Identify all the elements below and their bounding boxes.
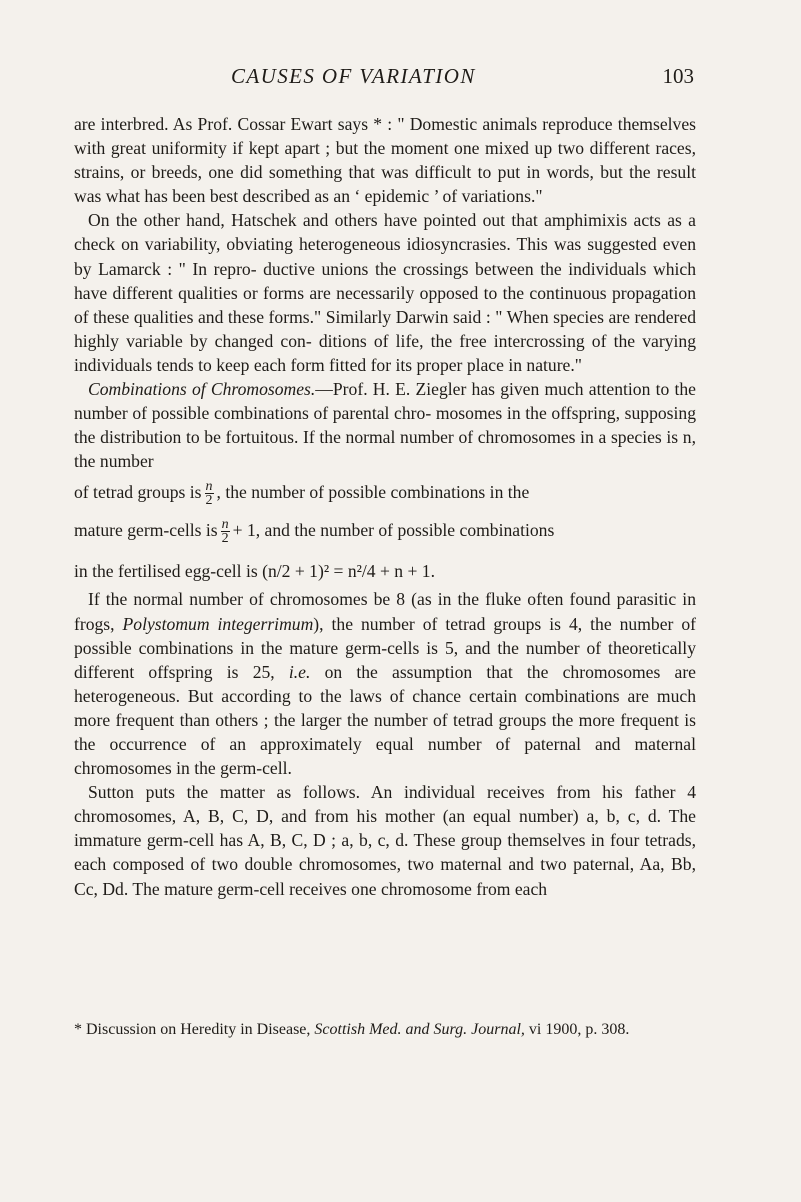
ie-abbrev: i.e. bbox=[288, 661, 311, 682]
running-title: CAUSES OF VARIATION bbox=[231, 64, 476, 88]
paragraph-ewart: are interbred. As Prof. Cossar Ewart says * : " Domestic animals reproduce themselves with great uniformity if kept apart ; but the moment one mixed up two different races, strains, or breeds, one did something that was difficult to put in words, but the result was what has been best described as an ‘ epidemic ’ of variations." bbox=[74, 114, 696, 207]
species-name: Polystomum integerrimum bbox=[122, 613, 314, 634]
ziegler-text: —Prof. H. E. Ziegler has given much attention to the number of possible combinations of parental chro- mosomes in the offspring, supposing the distribution to be fortuitous. If the normal number of chromosomes in a species is n, the number bbox=[74, 379, 696, 472]
formula-tetrad-groups bbox=[74, 473, 696, 511]
footnote bbox=[74, 1018, 696, 1041]
formula-germ-cells bbox=[74, 511, 696, 549]
fraction-n-over-2: $\frac{n}{2}$ bbox=[205, 479, 213, 509]
formula-egg-cell bbox=[74, 549, 696, 587]
polystomum-text-c: on the assumption that the chromosomes are heterogeneous. But according to the laws of chance certain combinations are much more frequent than others ; the larger the number of tetrad groups the more frequent is the occurrence of an approximately equal number of paternal and maternal chromosomes in the germ-cell. bbox=[74, 661, 696, 779]
footnote-text-a: * Discussion on Heredity in Disease, bbox=[74, 1021, 311, 1038]
formula1-prefix: of tetrad groups is bbox=[74, 481, 202, 502]
running-header bbox=[74, 64, 694, 94]
formula3-prefix: in the fertilised egg-cell is bbox=[74, 561, 258, 582]
body-text bbox=[74, 112, 696, 901]
formula2-prefix: mature germ-cells is bbox=[74, 519, 218, 540]
polystomum-text-a: If the normal number of chromosomes be 8 (as in the fluke often found parasitic in frogs, bbox=[74, 589, 696, 634]
formula3-expression: (n/2 + 1)² = n²/4 + n + 1. bbox=[262, 561, 436, 582]
formula1-suffix: , the number of possible combinations in the bbox=[216, 481, 530, 502]
fraction-n-over-2: $\frac{n}{2}$ bbox=[221, 517, 229, 547]
paragraph-sutton: Sutton puts the matter as follows. An individual receives from his father 4 chromosomes, A, B, C, D, and from his mother (an equal number) a, b, c, d. The immature germ-cell has A, B, C, D ; a, b, c, d. These group themselves in four tetrads, each composed of two double chromosomes, two maternal and two paternal, Aa, Bb, Cc, Dd. The mature germ-cell receives one chromosome from each bbox=[74, 782, 696, 899]
page-number: 103 bbox=[662, 64, 694, 88]
polystomum-text-b: ), the number of tetrad groups is 4, the number of possible combinations in the mature germ-cells is 5, and the number of theoretically different offspring is 25, bbox=[74, 613, 696, 682]
paragraph-polystomum bbox=[74, 587, 696, 780]
footnote-text-b: vi 1900, p. 308. bbox=[528, 1021, 630, 1038]
paragraph-ziegler bbox=[74, 377, 696, 473]
footnote-journal: Scottish Med. and Surg. Journal, bbox=[314, 1021, 525, 1038]
paragraph-hatschek: On the other hand, Hatschek and others have pointed out that amphimixis acts as a check on variability, obviating heterogeneous idiosyncrasies. This was suggested even by Lamarck : " In repro- ductive unions the crossings between the individuals which have different qualities or forms are necessarily opposed to the continuous propagation of these qualities and these forms." Similarly Darwin said : " When species are rendered highly variable by changed con- ditions of life, the free intercrossing of the varying individuals tends to keep each form fitted for its proper place in nature." bbox=[74, 210, 696, 375]
formula2-suffix: + 1, and the number of possible combinations bbox=[232, 519, 555, 540]
section-heading: Combinations of Chromosomes. bbox=[88, 379, 316, 400]
